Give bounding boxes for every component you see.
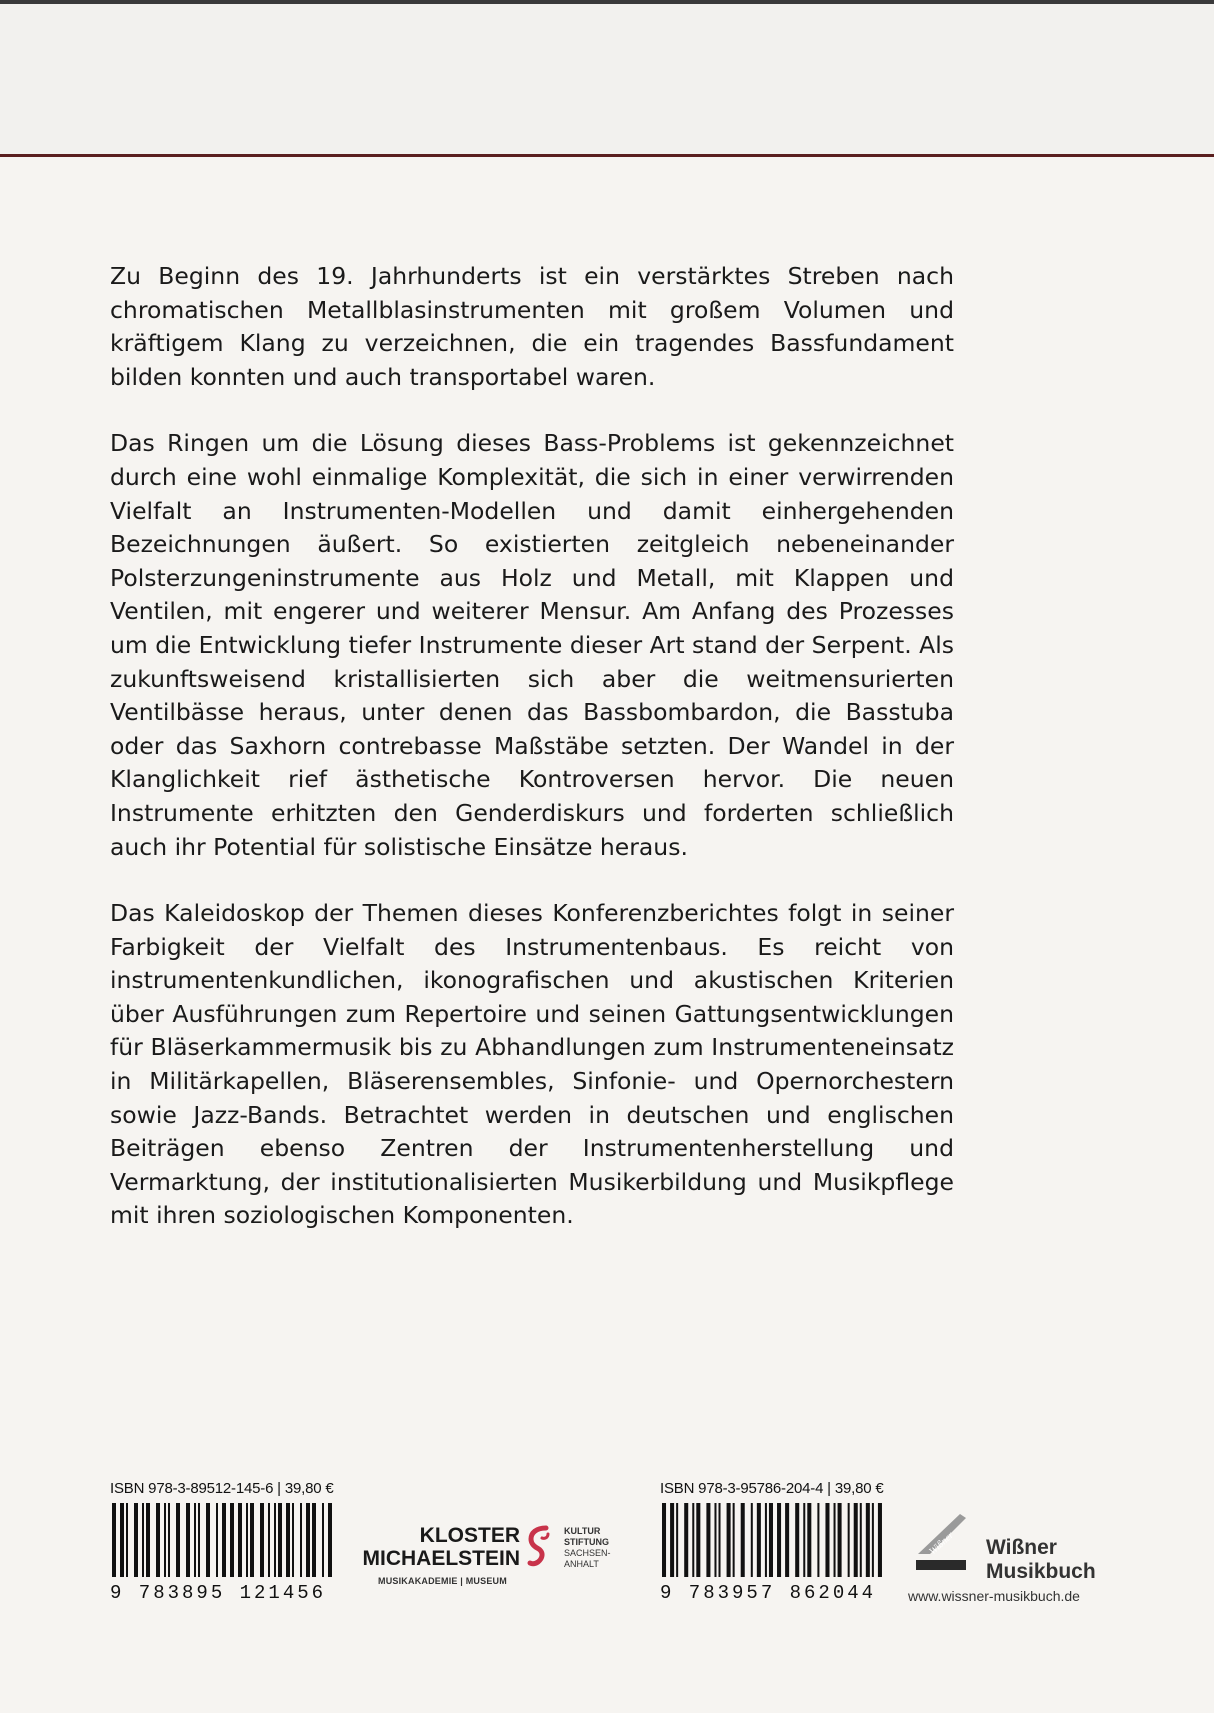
barcode-bar bbox=[250, 1503, 254, 1577]
back-cover-footer bbox=[0, 1480, 1214, 1620]
barcode-bar bbox=[194, 1503, 196, 1577]
paragraph-1: Zu Beginn des 19. Jahrhunderts ist ein verstärktes Streben nach chromatischen Metallblasinstrumenten mit großem Volumen und kräftigem Klang zu verzeichnen, die ein tragendes Bassfundament bilden konnten und auch transportabel waren. bbox=[110, 262, 954, 391]
isbn-block-left bbox=[110, 1480, 350, 1604]
wissner-line2: Musikbuch bbox=[986, 1560, 1096, 1583]
barcode-bar bbox=[112, 1503, 116, 1577]
barcode-bar bbox=[817, 1503, 819, 1577]
barcode-bar bbox=[292, 1503, 294, 1577]
barcode-bar bbox=[322, 1503, 324, 1577]
kulturstiftung-text bbox=[564, 1526, 611, 1570]
wissner-name bbox=[986, 1536, 1096, 1584]
barcode-bar bbox=[156, 1503, 160, 1577]
barcode-bar bbox=[126, 1503, 128, 1577]
barcode-bar bbox=[825, 1503, 829, 1577]
barcode-bar bbox=[878, 1503, 882, 1577]
paragraph-3: Das Kaleidoskop der Themen dieses Konferenzberichtes folgt in seiner Farbigkeit der Vielfalt des Instrumentenbaus. Es reicht von instrumentenkundlichen, ikonografischen und akustischen Kriterien über Ausführungen zum Repertoire und seinen Gattungsentwicklungen für Bläserkammermusik bis zu Abhandlungen zum Instrumenteneinsatz in Militärkapellen, Bläserensembles, Sinfonie- und Opernorchestern sowie Jazz-Bands. Betrachtet werden in deutschen und englischen Beiträgen ebenso Zentren der Instrumentenherstellung und Vermarktung, der institutionalisierten Musikerbildung und Musikpflege mit ihren soziologischen Komponenten. bbox=[110, 899, 954, 1230]
barcode-bar bbox=[834, 1503, 836, 1577]
wissner-logo-text: Wißner bbox=[927, 1529, 957, 1558]
kultur-line4: ANHALT bbox=[564, 1559, 599, 1569]
kloster-subtitle: MUSIKAKADEMIE | MUSEUM bbox=[378, 1576, 507, 1586]
barcode-bar bbox=[719, 1503, 721, 1577]
barcode-bar bbox=[142, 1503, 144, 1577]
barcode-bar bbox=[727, 1503, 731, 1577]
barcode-bar bbox=[866, 1503, 870, 1577]
barcode-bar bbox=[216, 1503, 218, 1577]
barcode-bar bbox=[300, 1503, 302, 1577]
barcode-bar bbox=[662, 1503, 666, 1577]
barcode-bar bbox=[872, 1503, 874, 1577]
barcode-bar bbox=[198, 1503, 200, 1577]
barcode-bar bbox=[757, 1503, 761, 1577]
barcode-bar bbox=[206, 1503, 210, 1577]
barcode-bar bbox=[134, 1503, 138, 1577]
barcode-bar bbox=[230, 1503, 234, 1577]
wissner-wedge-icon bbox=[908, 1508, 980, 1578]
kulturstiftung-s-icon bbox=[526, 1524, 552, 1572]
isbn-label-right: ISBN 978-3-95786-204-4 | 39,80 € bbox=[660, 1480, 884, 1497]
barcode-bar bbox=[312, 1503, 316, 1577]
wissner-line1: Wißner bbox=[986, 1536, 1057, 1559]
barcode-bar bbox=[706, 1503, 710, 1577]
barcode-bar bbox=[803, 1503, 805, 1577]
barcode-bar bbox=[795, 1503, 799, 1577]
barcode-bar bbox=[146, 1503, 150, 1577]
barcode-left bbox=[110, 1503, 338, 1577]
barcode-bar bbox=[785, 1503, 789, 1577]
barcode-right bbox=[660, 1503, 888, 1577]
barcode-bar bbox=[306, 1503, 310, 1577]
barcode-bar bbox=[286, 1503, 290, 1577]
barcode-digits-right: 9 783957 862044 bbox=[660, 1582, 877, 1604]
barcode-bar bbox=[260, 1503, 264, 1577]
isbn-block-right bbox=[660, 1480, 900, 1604]
barcode-bar bbox=[238, 1503, 242, 1577]
barcode-bar bbox=[838, 1503, 842, 1577]
barcode-bar bbox=[769, 1503, 773, 1577]
kloster-name bbox=[352, 1524, 520, 1570]
barcode-bar bbox=[676, 1503, 678, 1577]
barcode-bar bbox=[807, 1503, 811, 1577]
paragraph-2: Das Ringen um die Lösung dieses Bass-Problems ist gekennzeichnet durch eine wohl einmalige Komplexität, die sich in einer verwirrenden Vielfalt an Instrumenten-Modellen und damit einhergehenden Bezeichnungen äußert. So existierten zeitgleich nebeneinander Polsterzungeninstrumente aus Holz und Metall, mit Klappen und Ventilen, mit engerer und weiterer Mensur. Am Anfang des Prozesses um die Entwicklung tiefer Instrumente dieser Art stand der Serpent. Als zukunftsweisend kristallisierten sich aber die weitmensurierten Ventilbässe heraus, unter denen das Bassbombardon, die Basstuba oder das Saxhorn contrebasse Maßstäbe setzten. Der Wandel in der Klanglichkeit rief ästhetische Kontroversen hervor. Die neuen Instrumente erhitzten den Genderdiskurs und forderten schließlich auch ihr Potential für solistische Einsätze heraus. bbox=[110, 429, 954, 861]
barcode-bar bbox=[714, 1503, 716, 1577]
barcode-bar bbox=[670, 1503, 674, 1577]
barcode-bar bbox=[733, 1503, 735, 1577]
barcode-bar bbox=[777, 1503, 781, 1577]
barcode-bar bbox=[684, 1503, 688, 1577]
barcode-bar bbox=[860, 1503, 862, 1577]
barcode-bar bbox=[168, 1503, 170, 1577]
barcode-bar bbox=[164, 1503, 166, 1577]
barcode-bar bbox=[848, 1503, 850, 1577]
barcode-bar bbox=[696, 1503, 700, 1577]
blurb-text bbox=[110, 260, 954, 1266]
barcode-bar bbox=[120, 1503, 124, 1577]
kloster-line1: KLOSTER bbox=[419, 1524, 520, 1547]
cover-top-band bbox=[0, 4, 1214, 154]
kloster-line2: MICHAELSTEIN bbox=[362, 1547, 520, 1570]
barcode-bar bbox=[268, 1503, 270, 1577]
isbn-label-left: ISBN 978-3-89512-145-6 | 39,80 € bbox=[110, 1480, 334, 1497]
barcode-bar bbox=[278, 1503, 282, 1577]
barcode-bar bbox=[246, 1503, 248, 1577]
kultur-line1: KULTUR bbox=[564, 1526, 601, 1536]
barcode-bar bbox=[765, 1503, 767, 1577]
barcode-bar bbox=[741, 1503, 745, 1577]
horizontal-rule bbox=[0, 154, 1214, 157]
wissner-logo bbox=[908, 1508, 1118, 1608]
barcode-bar bbox=[186, 1503, 190, 1577]
barcode-digits-left: 9 783895 121456 bbox=[110, 1582, 327, 1604]
barcode-bar bbox=[854, 1503, 858, 1577]
barcode-bar bbox=[328, 1503, 332, 1577]
kultur-line2: STIFTUNG bbox=[564, 1537, 609, 1547]
kultur-line3: SACHSEN- bbox=[564, 1548, 611, 1558]
barcode-bar bbox=[274, 1503, 276, 1577]
barcode-bar bbox=[692, 1503, 694, 1577]
wissner-url: www.wissner-musikbuch.de bbox=[908, 1588, 1080, 1604]
barcode-bar bbox=[751, 1503, 753, 1577]
barcode-bar bbox=[176, 1503, 180, 1577]
barcode-bar bbox=[222, 1503, 226, 1577]
kloster-michaelstein-logo bbox=[352, 1524, 622, 1604]
